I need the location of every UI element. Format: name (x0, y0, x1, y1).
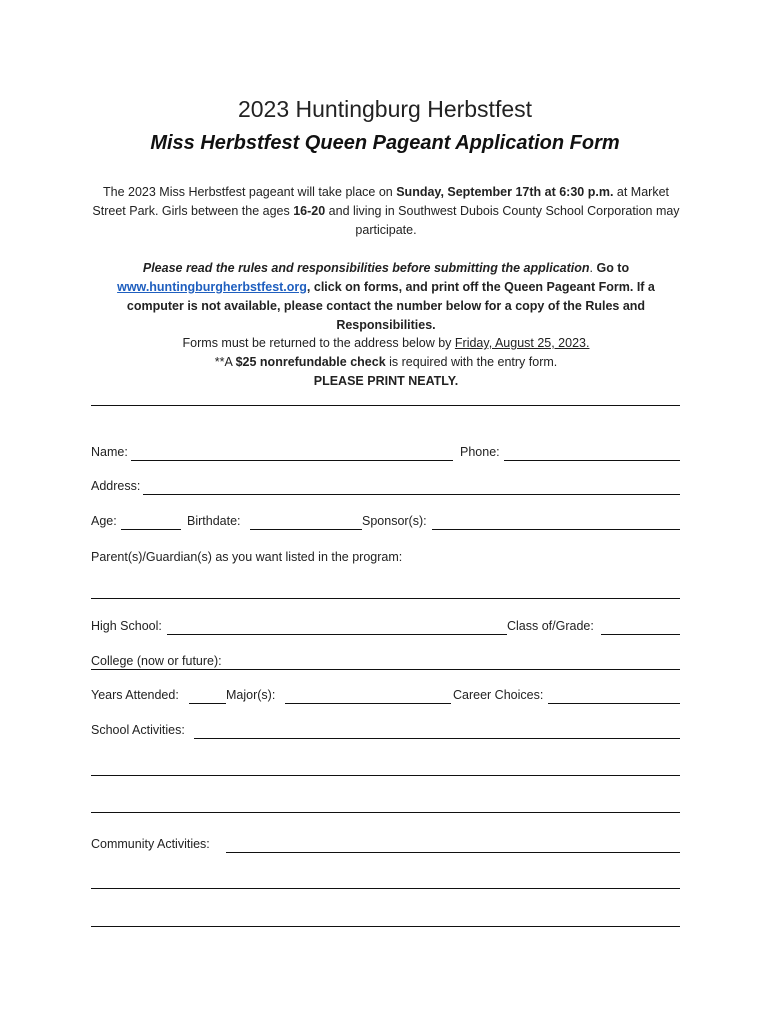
print-neatly-text: PLEASE PRINT NEATLY. (313, 374, 459, 388)
print-neatly-notice (92, 372, 680, 391)
high-school-label: High School: (91, 619, 162, 633)
high-school-row (91, 615, 680, 635)
college-row (91, 650, 680, 670)
community-activities-row (91, 833, 680, 853)
page-title: 2023 Huntingburg Herbstfest (237, 96, 533, 122)
sponsor-label: Sponsor(s): (362, 514, 427, 528)
age-label: Age: (91, 514, 117, 528)
fee-text: is required with the entry form. (385, 355, 558, 369)
fee-line (92, 353, 680, 372)
school-activities-row (91, 719, 680, 739)
address-field[interactable] (143, 494, 680, 495)
school-activities-field[interactable] (194, 738, 680, 739)
college-label: College (now or future): (91, 654, 222, 668)
community-activities-line-2[interactable] (91, 888, 680, 889)
address-row (91, 475, 680, 495)
community-activities-line-3[interactable] (91, 926, 680, 927)
age-birthdate-sponsor-row (91, 510, 680, 530)
birthdate-label: Birthdate: (187, 514, 241, 528)
parents-label: Parent(s)/Guardian(s) as you want listed in the program: (91, 550, 403, 564)
school-activities-line-3[interactable] (91, 812, 680, 813)
parents-field[interactable] (91, 598, 680, 599)
parents-row (91, 546, 680, 566)
phone-label: Phone: (460, 445, 500, 459)
rules-period: . (589, 261, 593, 275)
event-date: Sunday, September 17th at 6:30 p.m. (396, 185, 614, 199)
deadline-text: Forms must be returned to the address below by (182, 336, 455, 350)
birthdate-field[interactable] (250, 529, 362, 530)
fee-text: **A (214, 355, 236, 369)
sponsor-field[interactable] (432, 529, 680, 530)
intro-text: at Market Street Park. Girls between the ages (92, 185, 669, 218)
intro-text: The 2023 Miss Herbstfest pageant will take place on (103, 185, 397, 199)
years-attended-field[interactable] (189, 703, 226, 704)
school-activities-line-2[interactable] (91, 775, 680, 776)
age-field[interactable] (121, 529, 181, 530)
years-attended-label: Years Attended: (91, 688, 179, 702)
community-activities-field[interactable] (226, 852, 680, 853)
school-activities-label: School Activities: (91, 723, 185, 737)
career-choices-label: Career Choices: (453, 688, 544, 702)
rules-instructions: , click on forms, and print off the Queen Pageant Form. If a computer is not available, please contact the number below for a copy of the Rules and Responsibilities. (126, 280, 655, 332)
rules-notice: Please read the rules and responsibilities before submitting the application (142, 261, 590, 275)
community-activities-label: Community Activities: (91, 837, 210, 851)
deadline-date: Friday, August 25, 2023. (454, 336, 590, 350)
name-phone-row (91, 441, 680, 461)
website-link[interactable]: www.huntingburgherbstfest.org (117, 280, 307, 294)
deadline-line (92, 334, 680, 353)
class-grade-label: Class of/Grade: (507, 619, 594, 633)
class-grade-field[interactable] (601, 634, 680, 635)
header-divider (91, 405, 680, 406)
majors-label: Major(s): (226, 688, 276, 702)
name-field[interactable] (131, 460, 453, 461)
intro-text: and living in Southwest Dubois County School Corporation may participate. (325, 204, 680, 237)
intro-paragraph-rules (92, 259, 680, 335)
high-school-field[interactable] (167, 634, 507, 635)
years-majors-career-row (91, 684, 680, 704)
goto-text: Go to (593, 261, 630, 275)
career-choices-field[interactable] (548, 703, 680, 704)
college-field[interactable] (91, 669, 680, 670)
majors-field[interactable] (285, 703, 451, 704)
address-label: Address: (91, 479, 141, 493)
form-subtitle: Miss Herbstfest Queen Pageant Application Form (150, 132, 620, 154)
eligible-ages: 16-20 (293, 204, 326, 218)
name-label: Name: (91, 445, 128, 459)
fee-amount: $25 nonrefundable check (235, 355, 386, 369)
intro-paragraph-event (92, 183, 680, 240)
phone-field[interactable] (504, 460, 680, 461)
